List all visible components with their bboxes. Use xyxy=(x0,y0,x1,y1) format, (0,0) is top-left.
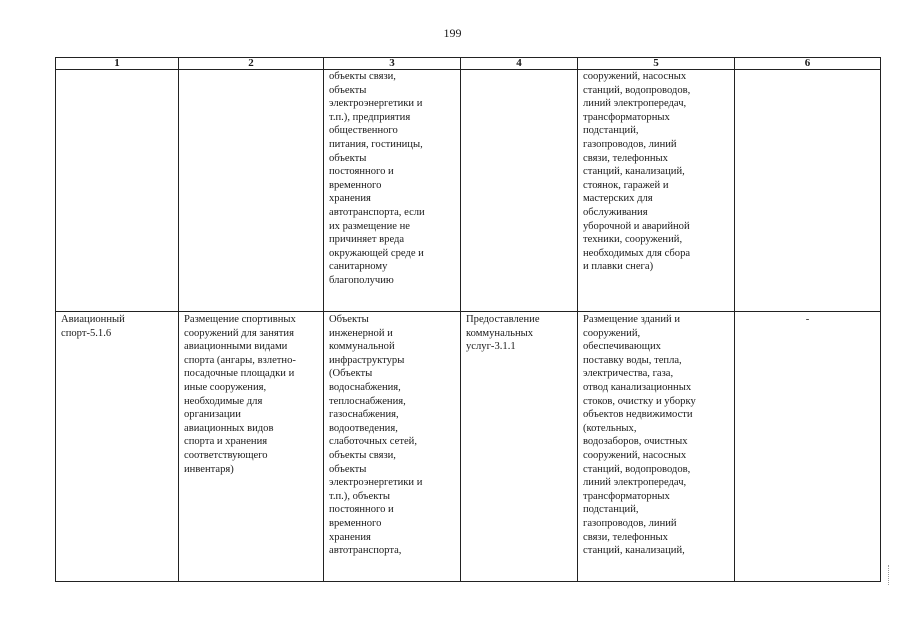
land-use-table xyxy=(55,57,881,582)
table-cell xyxy=(324,312,461,582)
capital-construction-objects: Объекты инженерной и коммунальной инфраструктуры (Объекты водоснабжения, теплоснабжения, газоснабжения, водоотведения, слаботочных сетей, объекты связи, объекты электроэнергетики и т.п.), объекты постоянного и временного хранения автотранспорта, xyxy=(329,314,423,557)
table-cell xyxy=(578,312,735,582)
column-header-5: 5 xyxy=(578,58,735,70)
table-cell xyxy=(578,70,735,312)
scan-margin-mark xyxy=(888,565,892,585)
column-header-2: 2 xyxy=(179,58,324,70)
empty-value-dash: - xyxy=(805,314,810,325)
table-header-row xyxy=(56,58,881,70)
table-row xyxy=(56,312,881,582)
column-header-4: 4 xyxy=(461,58,578,70)
auxiliary-use-description: Размещение зданий и сооружений, обеспечивающих поставку воды, тепла, электричества, газа, отвод канализационных стоков, очистку и уборку объектов недвижимости (котельных, водозаборов, очистных сооружений, насосных станций, водопроводов, линий электропередач, трансформаторных подстанций, газопроводов, линий связи, телефонных станций, канализаций, xyxy=(583,314,696,557)
permitted-use-description: Размещение спортивных сооружений для занятия авиационными видами спорта (ангары, взлетно- посадочные площадки и иные сооружения, необходимые для организации авиационных видов спорта и хранения соответствующего инвентаря) xyxy=(184,314,296,475)
table-cell xyxy=(179,312,324,582)
table-cell xyxy=(56,70,179,312)
auxiliary-use-name: Предоставление коммунальных услуг-3.1.1 xyxy=(466,314,540,353)
column-header-3: 3 xyxy=(324,58,461,70)
table-cell xyxy=(56,312,179,582)
permitted-use-name: Авиационный спорт-5.1.6 xyxy=(61,314,125,339)
column-header-1: 1 xyxy=(56,58,179,70)
table-cell xyxy=(461,312,578,582)
table-cell xyxy=(461,70,578,312)
table-row xyxy=(56,70,881,312)
table-cell xyxy=(324,70,461,312)
table-cell xyxy=(735,312,881,582)
column-header-6: 6 xyxy=(735,58,881,70)
table-cell xyxy=(179,70,324,312)
cell-text: сооружений, насосных станций, водопроводов, линий электропередач, трансформаторных подстанций, газопроводов, линий связи, телефонных станций, канализаций, стоянок, гаражей и мастерских для обслуживания уборочной и аварийной техники, сооружений, необходимых для сбора и плавки снега) xyxy=(583,71,691,273)
page-number: 199 xyxy=(443,26,462,40)
table-cell xyxy=(735,70,881,312)
cell-text: объекты связи, объекты электроэнергетики и т.п.), предприятия общественного питания, гостиницы, объекты постоянного и временного хранения автотранспорта, если их размещение не причиняет вреда окружающей среде и санитарному благополучию xyxy=(329,71,425,286)
